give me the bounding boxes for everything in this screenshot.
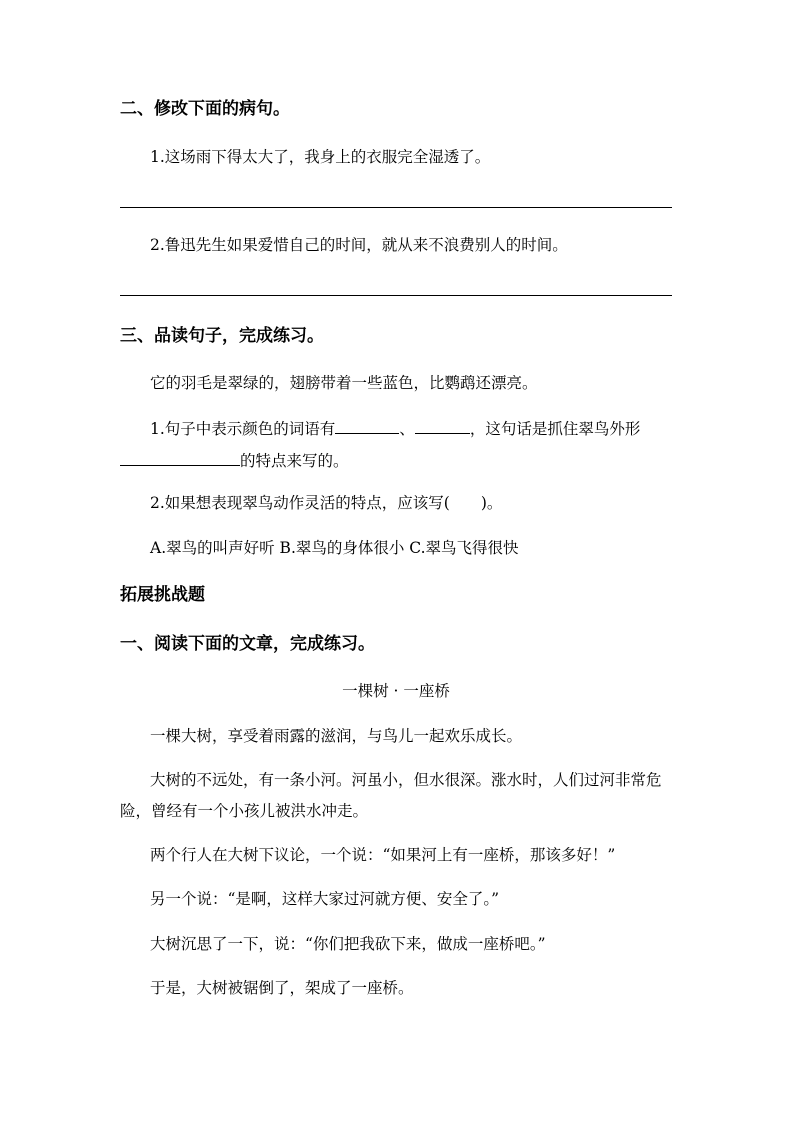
section3-options: A.翠鸟的叫声好听 B.翠鸟的身体很小 C.翠鸟飞得很快 bbox=[150, 539, 519, 557]
answer-line-1[interactable] bbox=[120, 207, 672, 208]
article-paragraph-6: 于是，大树被锯倒了，架成了一座桥。 bbox=[150, 979, 414, 997]
article-paragraph-3: 两个行人在大树下议论，一个说：“如果河上有一座桥，那该多好！” bbox=[150, 846, 616, 864]
answer-blank-2[interactable] bbox=[415, 419, 470, 434]
section3-question-1-line1 bbox=[150, 417, 672, 441]
question-1-text-b: 、 bbox=[399, 420, 415, 438]
section3-question-2: 2.如果想表现翠鸟动作灵活的特点，应该写( )。 bbox=[150, 494, 503, 512]
section3-sentence: 它的羽毛是翠绿的，翅膀带着一些蓝色，比鹦鹉还漂亮。 bbox=[150, 374, 538, 392]
article-paragraph-5: 大树沉思了一下，说：“你们把我砍下来，做成一座桥吧。” bbox=[150, 935, 546, 953]
article-paragraph-2-line1: 大树的不远处，有一条小河。河虽小，但水很深。涨水时，人们过河非常危 bbox=[150, 771, 662, 789]
section2-question-1: 1.这场雨下得太大了，我身上的衣服完全湿透了。 bbox=[150, 148, 491, 166]
article-paragraph-2-line2: 险，曾经有一个小孩儿被洪水冲走。 bbox=[120, 802, 369, 820]
article-title: 一棵树 · 一座桥 bbox=[342, 682, 450, 700]
answer-blank-1[interactable] bbox=[335, 419, 399, 434]
question-1-text-c: ，这句话是抓住翠鸟外形 bbox=[469, 420, 641, 438]
article-paragraph-1: 一棵大树，享受着雨露的滋润，与鸟儿一起欢乐成长。 bbox=[150, 727, 523, 745]
reading-title: 一、阅读下面的文章，完成练习。 bbox=[120, 634, 375, 654]
section3-question-1-line2 bbox=[120, 449, 672, 473]
question-1-text-a: 1.句子中表示颜色的词语有 bbox=[150, 420, 336, 438]
section2-question-2: 2.鲁迅先生如果爱惜自己的时间，就从来不浪费别人的时间。 bbox=[150, 236, 568, 254]
extension-title: 拓展挑战题 bbox=[120, 585, 205, 605]
answer-blank-3[interactable] bbox=[120, 451, 240, 466]
answer-line-2[interactable] bbox=[120, 295, 672, 296]
section3-title: 三、品读句子，完成练习。 bbox=[120, 326, 324, 346]
article-paragraph-4: 另一个说：“是啊，这样大家过河就方便、安全了。” bbox=[150, 890, 500, 908]
section2-title: 二、修改下面的病句。 bbox=[120, 99, 290, 119]
question-1-text-d: 的特点来写的。 bbox=[240, 452, 349, 470]
